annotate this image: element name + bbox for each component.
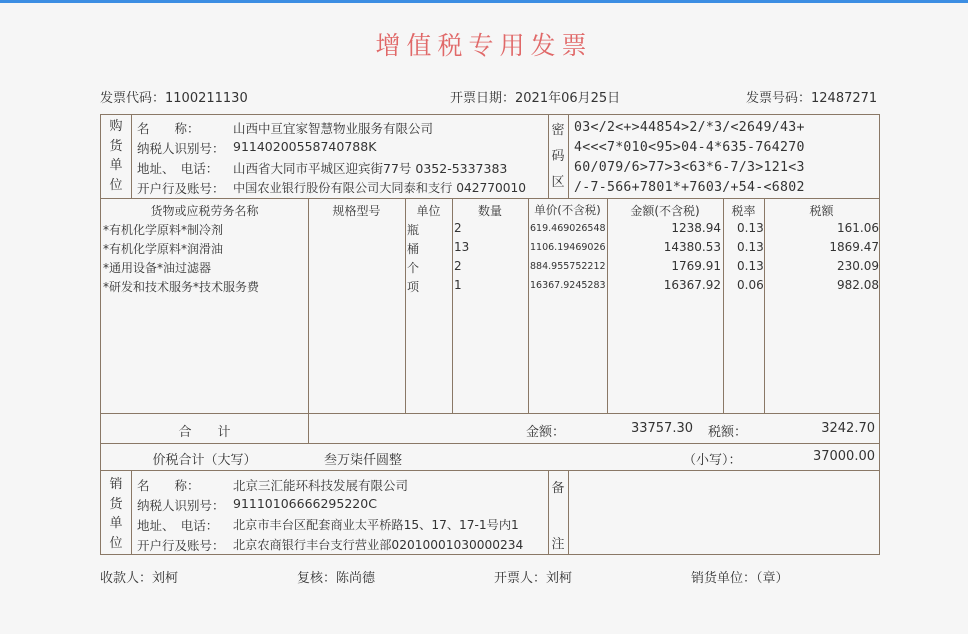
item-unit: 瓶 xyxy=(407,223,420,237)
seller-address-label: 地址、 电话： xyxy=(137,518,219,533)
buyer-taxid-value: 91140200558740788K xyxy=(233,139,377,154)
seller-side-char: 货 xyxy=(109,496,123,512)
item-unit: 个 xyxy=(407,261,420,275)
buyer-side-char: 货 xyxy=(109,138,123,154)
divider-col-rate xyxy=(723,198,724,413)
divider-col-price xyxy=(528,198,529,413)
item-amount: 1769.91 xyxy=(671,259,721,273)
cipher-line: 60/079/6>77>3<63*6-7/3>121<3 xyxy=(574,160,805,175)
item-tax: 161.06 xyxy=(837,221,879,235)
seller-side-label xyxy=(101,475,131,553)
cipher-side-label xyxy=(548,118,568,196)
total-label: 合 计 xyxy=(178,425,231,440)
invoice-code-label: 发票代码： xyxy=(100,91,166,106)
divider-col-unit xyxy=(405,198,406,413)
item-qty: 13 xyxy=(454,240,470,254)
item-price: 619.469026548 xyxy=(530,223,606,234)
seller-side-char: 单 xyxy=(109,516,123,531)
col-header-price: 单价(不含税) xyxy=(534,203,601,217)
window-top-accent xyxy=(0,0,968,3)
col-header-amount: 金额(不含税) xyxy=(630,204,700,218)
reviewer-label: 复核： xyxy=(297,571,337,586)
seller-taxid-label: 纳税人识别号： xyxy=(137,498,225,513)
divider-cipher-side xyxy=(568,115,569,198)
item-qty: 1 xyxy=(454,278,462,292)
drawer xyxy=(494,567,572,586)
payee xyxy=(100,567,178,586)
col-header-name: 货物或应税劳务名称 xyxy=(150,204,259,218)
divider-items-total xyxy=(101,413,879,414)
total-amount: 33757.30 xyxy=(630,421,693,436)
total-tax: 3242.70 xyxy=(821,421,875,436)
cipher-side-char: 密 xyxy=(551,123,565,138)
invoice-number xyxy=(746,87,877,106)
buyer-side-char: 单 xyxy=(109,158,123,173)
invoice-number-label: 发票号码： xyxy=(746,91,812,106)
divider-buyer-items xyxy=(101,198,879,199)
invoice-date xyxy=(450,87,620,106)
item-tax: 982.08 xyxy=(837,278,879,292)
divider-buyer-side xyxy=(131,115,132,198)
divider-total-grand xyxy=(101,443,879,444)
total-amount-label: 金额： xyxy=(526,425,566,440)
reviewer xyxy=(297,567,375,586)
buyer-side-char: 位 xyxy=(109,177,123,193)
drawer-value: 刘柯 xyxy=(546,571,573,586)
col-header-unit: 单位 xyxy=(416,204,441,218)
divider-col-spec xyxy=(308,198,309,443)
divider-col-amount xyxy=(607,198,608,413)
payee-value: 刘柯 xyxy=(152,571,179,586)
divider-col-tax xyxy=(764,198,765,413)
item-qty: 2 xyxy=(454,259,462,273)
seller-seal: 销货单位：（章） xyxy=(691,571,789,586)
invoice-code xyxy=(100,87,248,106)
buyer-name-label: 名 称： xyxy=(137,121,200,136)
seller-bank-value: 北京农商银行丰台支行营业部02010001030000234 xyxy=(233,538,524,552)
reviewer-value: 陈尚德 xyxy=(336,571,376,586)
item-rate: 0.13 xyxy=(737,259,764,273)
item-tax: 1869.47 xyxy=(829,240,879,254)
buyer-name-value: 山西中亘宜家智慧物业服务有限公司 xyxy=(233,121,434,136)
item-name: *研发和技术服务*技术服务费 xyxy=(103,280,260,294)
invoice-number-value: 12487271 xyxy=(811,91,878,106)
cipher-line: 03</2<+>44854>2/*3/<2649/43+ xyxy=(574,120,805,135)
item-name: *有机化学原料*润滑油 xyxy=(103,242,224,256)
invoice-title: 增值税专用发票 xyxy=(375,31,593,60)
grand-total-label: 价税合计（大写） xyxy=(152,453,257,468)
grand-total-small-label: （小写）： xyxy=(683,453,742,468)
item-qty: 2 xyxy=(454,221,462,235)
buyer-bank-value: 中国农业银行股份有限公司大同泰和支行 042770010 xyxy=(233,181,527,195)
divider-seller-side xyxy=(131,470,132,555)
item-rate: 0.13 xyxy=(737,221,764,235)
divider-col-qty xyxy=(452,198,453,413)
item-rate: 0.13 xyxy=(737,240,764,254)
invoice-table xyxy=(100,114,880,555)
grand-total-uppercase: 叁万柒仟圆整 xyxy=(324,453,403,468)
grand-total-small: 37000.00 xyxy=(812,449,875,464)
total-tax-label: 税额： xyxy=(708,425,748,440)
seller-taxid-value: 91110106666295220C xyxy=(233,496,377,511)
col-header-rate: 税率 xyxy=(731,204,756,218)
payee-label: 收款人： xyxy=(100,571,153,586)
col-header-tax: 税额 xyxy=(809,204,834,218)
remark-label-bottom: 注 xyxy=(551,537,565,552)
item-tax: 230.09 xyxy=(837,259,879,273)
buyer-address-value: 山西省大同市平城区迎宾街77号 0352-5337383 xyxy=(233,161,508,176)
seller-side-char: 销 xyxy=(109,477,123,492)
item-unit: 桶 xyxy=(407,242,420,256)
cipher-side-char: 区 xyxy=(551,175,565,190)
buyer-side-char: 购 xyxy=(109,119,123,134)
invoice-date-value: 2021年06月25日 xyxy=(515,91,621,106)
item-name: *通用设备*油过滤器 xyxy=(103,261,212,275)
divider-remark-side xyxy=(568,470,569,555)
item-amount: 1238.94 xyxy=(671,221,721,235)
remark-label-top: 备 xyxy=(551,481,565,496)
col-header-spec: 规格型号 xyxy=(332,204,381,218)
cipher-code xyxy=(574,118,805,198)
buyer-bank-label: 开户行及账号： xyxy=(137,181,225,196)
seller-name-label: 名 称： xyxy=(137,478,200,493)
cipher-side-char: 码 xyxy=(551,149,565,164)
item-unit: 项 xyxy=(407,280,420,294)
cipher-line: /-7-566+7801*+7603/+54-<6802 xyxy=(574,180,805,195)
item-price: 884.955752212 xyxy=(530,261,606,272)
seller-side-char: 位 xyxy=(109,535,123,551)
item-name: *有机化学原料*制冷剂 xyxy=(103,223,224,237)
seller-address-value: 北京市丰台区配套商业太平桥路15、17、17-1号内1 xyxy=(233,518,519,532)
col-header-qty: 数量 xyxy=(477,204,502,218)
invoice-date-label: 开票日期： xyxy=(450,91,516,106)
buyer-address-label: 地址、 电话： xyxy=(137,161,219,176)
buyer-taxid-label: 纳税人识别号： xyxy=(137,141,225,156)
item-amount: 16367.92 xyxy=(663,278,721,292)
cipher-line: 4<<<7*010<95>04-4*635-764270 xyxy=(574,140,805,155)
divider-grand-seller xyxy=(101,470,879,471)
drawer-label: 开票人： xyxy=(494,571,547,586)
item-price: 1106.19469026 xyxy=(530,242,606,253)
buyer-side-label xyxy=(101,117,131,195)
item-rate: 0.06 xyxy=(737,278,764,292)
seller-bank-label: 开户行及账号： xyxy=(137,538,225,553)
seller-name-value: 北京三汇能环科技发展有限公司 xyxy=(233,478,409,493)
invoice-code-value: 1100211130 xyxy=(165,91,248,106)
item-price: 16367.9245283 xyxy=(530,280,606,291)
item-amount: 14380.53 xyxy=(663,240,721,254)
